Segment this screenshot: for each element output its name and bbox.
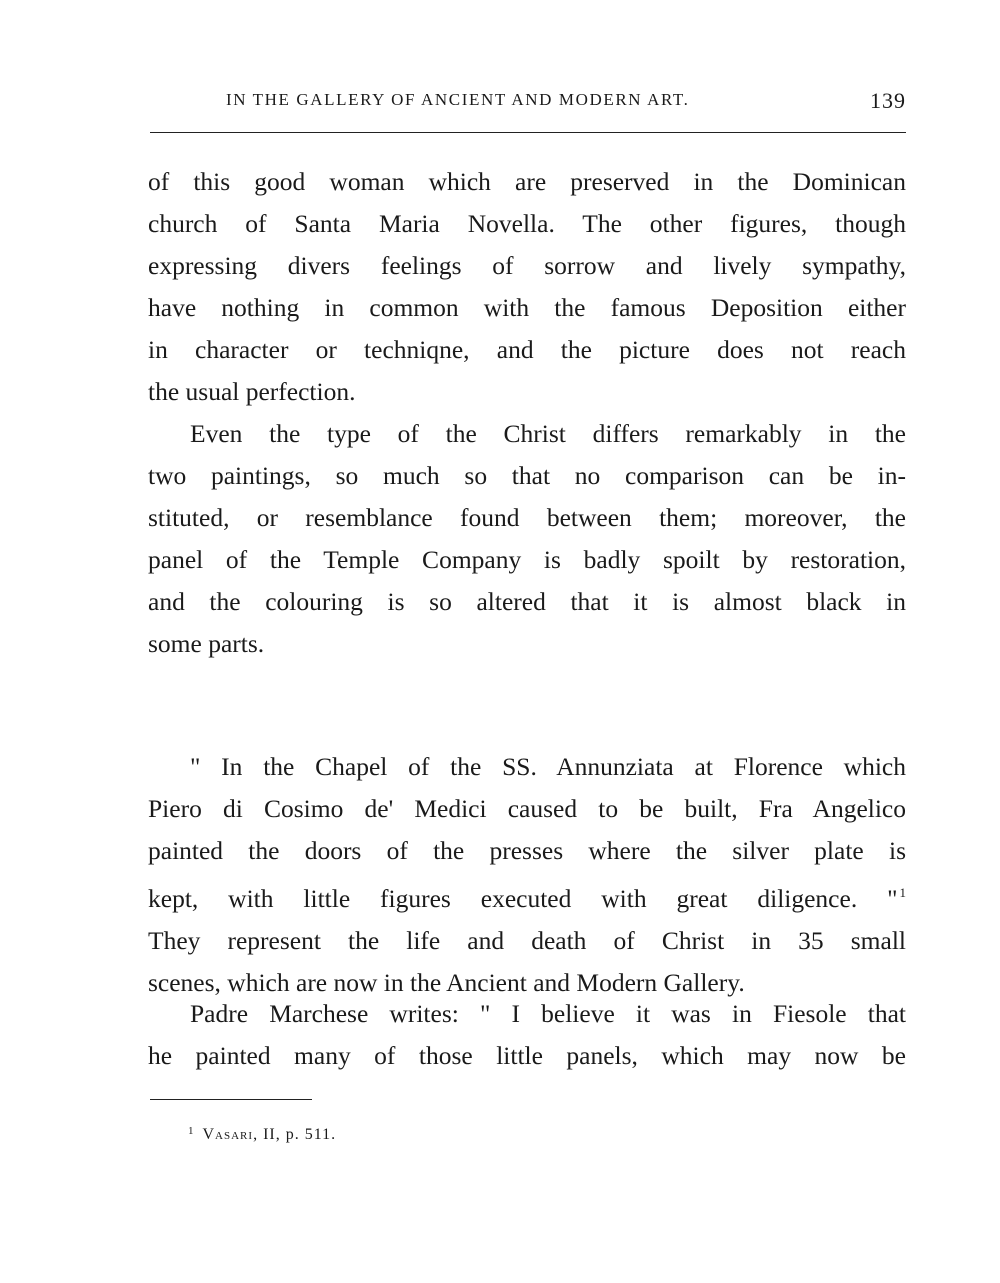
text-line: two paintings, so much so that no comparison can be in- — [148, 461, 906, 490]
footnote-author: Vasari — [202, 1126, 254, 1143]
text-line: painted the doors of the presses where the silver plate is — [148, 836, 906, 865]
paragraph-2 — [148, 413, 906, 665]
text-line: have nothing in common with the famous Deposition either — [148, 293, 906, 322]
text-line: scenes, which are now in the Ancient and Modern Gallery. — [148, 968, 745, 997]
text-line-with-note — [148, 872, 906, 920]
text-line: stituted, or resemblance found between them; moreover, the — [148, 503, 906, 532]
text-line: panel of the Temple Company is badly spoilt by restoration, — [148, 545, 906, 574]
paragraph-3 — [148, 746, 906, 1004]
paragraph-1 — [148, 161, 906, 413]
text-line: expressing divers feelings of sorrow and lively sympathy, — [148, 251, 906, 280]
text-line: of this good woman which are preserved in the Dominican — [148, 167, 906, 196]
text-line: the usual perfection. — [148, 377, 356, 406]
text-line: kept, with little figures executed with great diligence. " — [148, 884, 898, 913]
header-rule — [150, 132, 906, 133]
text-line: he painted many of those little panels, which may now be — [148, 1041, 906, 1070]
text-line: They represent the life and death of Christ in 35 small — [148, 926, 906, 955]
text-line: Padre Marchese writes: " I believe it was in Fiesole that — [190, 999, 906, 1028]
footnote-marker: 1 — [188, 1125, 195, 1137]
running-title: IN THE GALLERY OF ANCIENT AND MODERN ART. — [226, 90, 690, 109]
text-line: and the colouring is so altered that it is almost black in — [148, 587, 906, 616]
text-line: Even the type of the Christ differs remarkably in the — [190, 419, 906, 448]
text-line: some parts. — [148, 629, 265, 658]
footnote-citation: , II, p. 511. — [253, 1126, 337, 1143]
paragraph-4 — [148, 993, 906, 1077]
text-line: church of Santa Maria Novella. The other figures, though — [148, 209, 906, 238]
footnote-rule — [150, 1099, 312, 1100]
running-head — [150, 88, 906, 118]
footnote — [188, 1125, 336, 1144]
footnote-reference[interactable]: 1 — [899, 885, 906, 900]
page-number: 139 — [870, 88, 906, 113]
text-line: " In the Chapel of the SS. Annunziata at Florence which — [190, 752, 906, 781]
text-line: Piero di Cosimo de' Medici caused to be built, Fra Angelico — [148, 794, 906, 823]
text-line: in character or techniqne, and the picture does not reach — [148, 335, 906, 364]
